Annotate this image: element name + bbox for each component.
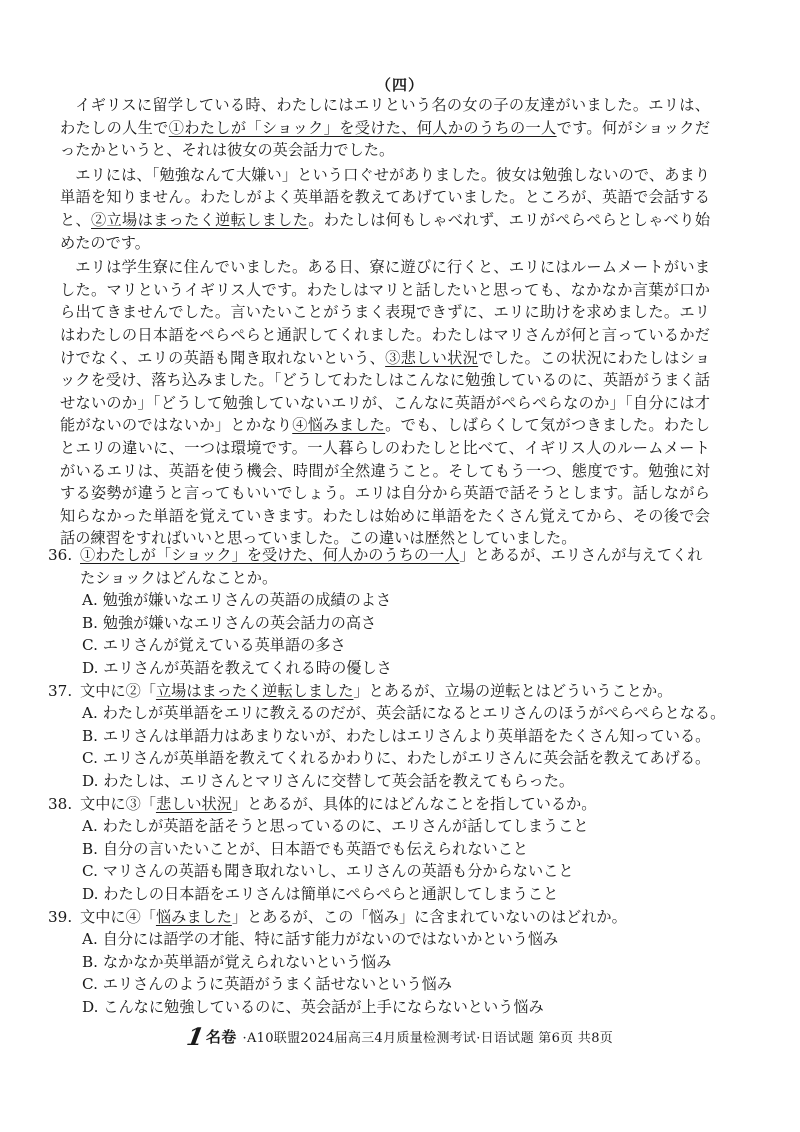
option-list <box>48 589 713 679</box>
passage-paragraph <box>60 256 710 550</box>
question-stem <box>48 680 713 703</box>
question-underlined: 悩みました <box>155 907 232 926</box>
passage-text: エリには、「勉強なんて大嫌い」という口ぐせがありました。彼女は勉強しないので、あまり単語を知りません。わたしがよく英単語を教えてあげていました。ところが、英語で会話すると、 <box>60 165 710 229</box>
underlined-phrase-1: ①わたしが「ショック」を受けた、何人かのうちの一人 <box>168 118 557 137</box>
option-d[interactable]: D. わたしの日本語をエリさんは簡単にぺらぺらと通訳してしまうこと <box>82 884 559 903</box>
question-37 <box>48 680 726 793</box>
underlined-phrase-3: ③悲しい状況 <box>385 348 479 367</box>
option-c[interactable]: C. エリさんが覚えている英単語の多さ <box>82 636 346 655</box>
option-b[interactable]: B. 勉強が嫌いなエリさんの英会話力の高さ <box>82 613 377 632</box>
question-text: 」とあるが、立場の逆転とはどういうことか。 <box>353 681 673 700</box>
option-d[interactable]: D. エリさんが英語を教えてくれる時の優しさ <box>82 658 392 677</box>
passage-text: 。でも、しばらくして気がつきました。わたしとエリの違いに、一つは環境です。一人暮らしのわたしと比べて、イギリス人のルームメートがいるエリは、英語を使う機会、時間が全然違うこと。そしてもう一つ、態度です。勉強に対する姿勢が違うと言ってもいいでしょう。エリは自分から英語で話そうとします。話しながら知らなかった単語を覚えていきます。わたしは始めに単語をたくさん覚えてから、その後で会話の練習をすればいいと思っていました。この違いは歴然としていました。 <box>60 416 711 548</box>
passage-text: エリは学生寮に住んでいました。ある日、寮に遊びに行くと、エリにはルームメートがいました。マリというイギリス人です。わたしはマリと話したいと思っても、なかなか言葉が口から出てきませんでした。言いたいことがうまく表現できずに、エリに助けを求めました。エリはわたしの日本語をぺらぺらと通訳してくれました。わたしはマリさんが何と言っているかだけでなく、エリの英語も聞き取れないという、 <box>60 258 710 367</box>
question-number: 36. <box>48 546 73 564</box>
option-c[interactable]: C. マリさんの英語も聞き取れないし、エリさんの英語も分からないこと <box>82 862 574 881</box>
question-number: 39. <box>48 907 73 926</box>
question-underlined: 立場はまったく逆転しました <box>155 681 354 700</box>
question-text: 」とあるが、エリさんが与えてくれたショックはどんなことか。 <box>80 546 703 587</box>
option-c[interactable]: C. エリさんのように英語がうまく話せないという悩み <box>82 975 453 994</box>
passage-text: 。わたしは何もしゃべれず、エリがぺらぺらとしゃべり始めたのです。 <box>60 210 711 252</box>
option-d[interactable]: D. わたしは、エリさんとマリさんに交替して英会話を教えてもらった。 <box>82 771 575 790</box>
option-a[interactable]: A. わたしが英語を話そうと思っているのに、エリさんが話してしまうこと <box>82 817 589 836</box>
question-underlined: 悲しい状況 <box>155 794 232 813</box>
question-text: 」とあるが、具体的にはどんなことを指しているか。 <box>231 794 597 813</box>
question-38 <box>48 793 713 906</box>
question-39 <box>48 906 713 1019</box>
option-a[interactable]: A. 勉強が嫌いなエリさんの英語の成績のよさ <box>82 591 392 610</box>
passage-text: です。何がショックだったかというと、それは彼女の英会話力でした。 <box>60 118 711 160</box>
question-stem <box>48 906 713 929</box>
question-text: 文中に④「 <box>80 907 156 926</box>
question-text: 文中に②「 <box>80 681 156 700</box>
option-b[interactable]: B. エリさんは単語力はあまりないが、わたしはエリさんより英単語をたくさん知っている。 <box>82 726 711 745</box>
option-list <box>48 815 713 905</box>
question-text: 」とあるが、この「悩み」に含まれていないのはどれか。 <box>231 907 627 926</box>
underlined-phrase-4: ④悩みました <box>292 416 386 435</box>
passage-text: イギリスに留学している時、わたしにはエリという名の女の子の友達がいました。エリは、わたしの人生で <box>60 96 710 137</box>
option-d[interactable]: D. こんなに勉強しているのに、英会話が上手にならないという悩み <box>82 997 544 1016</box>
option-list <box>48 702 726 792</box>
question-underlined: ①わたしが「ショック」を受けた、何人かのうちの一人 <box>80 546 460 564</box>
page-footer <box>0 1022 800 1051</box>
reading-passage <box>60 94 710 552</box>
option-a[interactable]: A. わたしが英単語をエリに教えるのだが、英会話になるとエリさんのほうがぺらぺらとなる。 <box>82 704 726 723</box>
passage-paragraph <box>60 164 710 254</box>
passage-paragraph <box>60 94 710 162</box>
question-number: 38. <box>48 794 73 813</box>
option-b[interactable]: B. 自分の言いたいことが、日本語でも英語でも伝えられないこと <box>82 839 529 858</box>
question-number: 37. <box>48 681 73 700</box>
option-a[interactable]: A. 自分には語学の才能、特に話す能力がないのではないかという悩み <box>82 930 559 949</box>
passage-text: でした。この状況にわたしはショックを受け、落ち込みました。「どうしてわたしはこんなに勉強しているのに、英語がうまく話せないのか」「どうして勉強していないエリが、こんなに英語がぺらぺらなのか」「自分には才能がないのではないか」とかなり <box>60 348 711 435</box>
footer-text: ·A10联盟2024届高三4月质量检测考试·日语试题 第6页 共8页 <box>242 1031 614 1046</box>
question-36 <box>48 544 713 680</box>
option-b[interactable]: B. なかなか英単語が覚えられないという悩み <box>82 952 392 971</box>
option-c[interactable]: C. エリさんが英単語を教えてくれるかわりに、わたしがエリさんに英会話を教えてあげる。 <box>82 749 711 768</box>
section-title: （四） <box>375 76 424 94</box>
question-list <box>48 544 726 1018</box>
question-stem <box>48 793 713 816</box>
option-list <box>48 928 713 1018</box>
question-text: 文中に③「 <box>80 794 156 813</box>
question-stem <box>48 544 713 589</box>
brand-logo-text: 名卷 <box>205 1028 237 1046</box>
brand-logo-mark: 1 <box>184 1022 207 1051</box>
underlined-phrase-2: ②立場はまったく逆転しました <box>91 210 309 229</box>
